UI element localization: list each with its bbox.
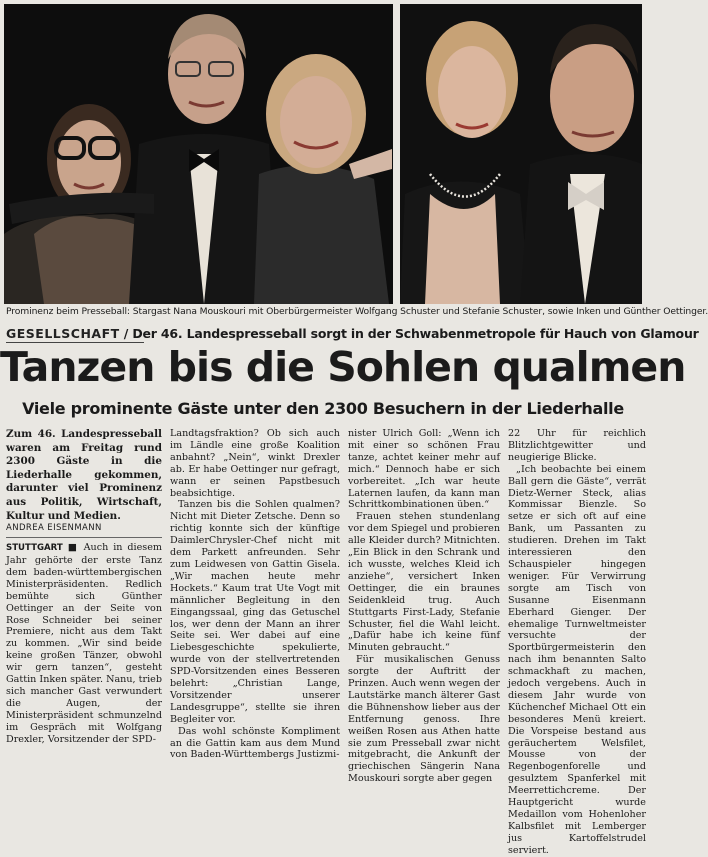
photo-caption: Prominenz beim Presseball: Stargast Nana Mouskouri mit Oberbürgermeister Wolfgang Schuster und Stefanie Schuster, sowie Inken und Günther Oettinger. (6, 306, 708, 317)
section-label: GESELLSCHAFT (6, 326, 120, 341)
photo-inken-guenther-oettinger (400, 4, 642, 304)
kicker-line (6, 326, 699, 341)
article-paragraph: Das wohl schönste Kompliment an die Gattin kam aus dem Mund von Baden-Württembergs Justizmi- (170, 725, 340, 761)
article-author: ANDREA EISENMANN (6, 523, 162, 538)
article-column-2 (170, 428, 340, 761)
article-paragraph: 22 Uhr für reichlich Blitzlichtgewitter und neugierige Blicke. (508, 428, 646, 463)
article-paragraph: Landtagsfraktion? Ob sich auch im Ländle eine große Koalition anbahnt? „Nein“, winkt Drexler ab. Er habe Oettinger nur gefragt, wann er seinen Papstbesuch beabsichtige. (170, 428, 340, 499)
dateline: STUTTGART (6, 543, 63, 554)
subheadline: Viele prominente Gäste unter den 2300 Besuchern in der Liederhalle (22, 399, 624, 418)
photo-nana-mouskouri-schuster (4, 4, 393, 304)
article-lead: Zum 46. Landespresseball waren am Freitag rund 2300 Gäste in die Liederhalle gekommen, darunter viel Prominenz aus Politik, Wirtschaft, Kultur und Medien. (6, 428, 162, 522)
article-text: ■ Auch in diesem Jahr gehörte der erste Tanz dem baden-württembergischen Ministerpräsidenten. Redlich bemühte sich Günther Oettinger an der Seite von Rose Schneider bei seiner Premiere, nicht aus dem Takt zu kommen. „Wir sind beide keine großen Tänzer, obwohl wir gern tanzen“, gesteht Gattin Inken später. Nanu, trieb sich mancher Gast verwundert die Augen, der Ministerpräsident schmunzelnd im Gespräch mit Wolfgang Drexler, Vorsitzender der SPD- (6, 542, 162, 745)
article-paragraph: Für musikalischen Genuss sorgte der Auftritt der Prinzen. Auch wenn wegen der Lautstärke manch älterer Gast die Bühnenshow lieber aus der Entfernung genoss. Ihre weißen Rosen aus Athen hatte sie zum Presseball zwar nicht mitgebracht, die Ankunft der griechischen Sängerin Nana Mouskouri sorgte aber gegen (348, 654, 500, 785)
article-paragraph: Tanzen bis die Sohlen qualmen? Nicht mit Dieter Zetsche. Denn so richtig konnte sich der künftige DaimlerChrysler-Chef nicht mit dem Parkett anfreunden. Sehr zum Leidwesen von Gattin Gisela. „Wir machen heute mehr Hockets.“ Kaum trat Ute Vogt mit männlicher Begleitung in den Eingangssaal, ging das Getuschel los, wer denn der Mann an ihrer Seite sei. Wer dabei auf eine Liebesgeschichte spekulierte, wurde von der stellvertretenden SPD-Vorsitzenden eines Besseren belehrt: „Christian Lange, Vorsitzender unserer Landesgruppe“, stellte sie ihren Begleiter vor. (170, 499, 340, 725)
article-column-1 (6, 428, 162, 745)
photo-area (4, 4, 642, 304)
article-paragraph: „Ich beobachte bei einem Ball gern die Gäste“, verrät Dietz-Werner Steck, alias Kommissar Bienzle. So setze er sich oft auf eine Bank, um Passanten zu studieren. Drehen im Takt interessieren den Schauspieler hingegen weniger. Für Verwirrung sorgte am Tisch von Susanne Eisenmann Eberhard Gienger. Der ehemalige Turnweltmeister versuchte der Sportbürgermeisterin den nach ihm benannten Salto schmackhaft zu machen, jedoch vergebens. Auch in diesem Jahr wurde von Küchenchef Michael Ott ein besonderes Menü kreiert. Die Vorspeise bestand aus geräuchertem Welsfilet, Mousse von der Regenbogenforelle und gesulztem Spanferkel mit Meerrettichcreme. Der Hauptgericht wurde Medaillon vom Hohenloher Kalbsfilet mit Lemberger jus Kartoffelstrudel serviert. (508, 463, 646, 856)
headline: Tanzen bis die Sohlen qualmen (0, 343, 686, 391)
article-paragraph (6, 542, 162, 745)
kicker-text: / Der 46. Landespresseball sorgt in der Schwabenmetropole für Hauch von Glamour (119, 326, 699, 341)
article-paragraph: nister Ulrich Goll: „Wenn ich mit einer so schönen Frau tanze, achtet keiner mehr auf mich.“ Dennoch habe er sich vorbereitet. „Ich war heute Laternen laufen, da kann man Schrittkombinationen üben.“ (348, 428, 500, 511)
article-column-3 (348, 428, 500, 785)
article-paragraph: Frauen stehen stundenlang vor dem Spiegel und probieren alle Kleider durch? Mitnichten. „Ein Blick in den Schrank und ich wusste, welches Kleid ich anziehe“, versichert Inken Oettinger, die ein braunes Seidenkleid trug. Auch Stuttgarts First-Lady, Stefanie Schuster, fiel die Wahl leicht. „Dafür habe ich keine fünf Minuten gebraucht.“ (348, 511, 500, 654)
article-column-4 (508, 428, 646, 856)
